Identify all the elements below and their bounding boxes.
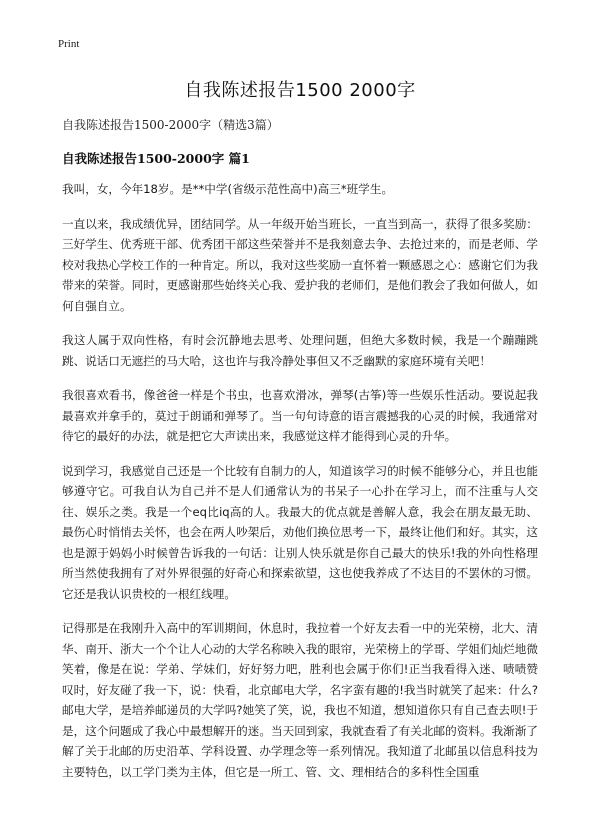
document-title: 自我陈述报告1500 2000字 bbox=[184, 80, 416, 101]
document-subtitle: 自我陈述报告1500-2000字（精选3篇） bbox=[62, 118, 279, 132]
paragraph-hobbies: 我很喜欢看书，像爸爸一样是个书虫，也喜欢滑冰，弹琴(古筝)等一些娱乐性活动。要说起我最喜欢并拿手的，莫过于朗诵和弹琴了。当一句句诗意的语言震撼我的心灵的时候，我通常对待它的最好的办法，就是把它大声读出来，我感觉这样才能得到心灵的升华。 bbox=[62, 388, 538, 443]
paragraph-honors: 一直以来，我成绩优异，团结同学。从一年级开始当班长，一直当到高一，获得了很多奖励：三好学生、优秀班干部、优秀团干部这些荣誉并不是我刻意去争、去抢过来的，而是老师、学校对我热心学校工作的一种肯定。所以，我对这些奖励一直怀着一颗感恩之心：感谢它们为我带来的荣誉。同时，更感谢那些始终关心我、爱护我的老师们，是他们教会了我如何做人，如何自强自立。 bbox=[62, 216, 538, 313]
paragraph-memory: 记得那是在我刚升入高中的军训期间，休息时，我拉着一个好友去看一中的光荣榜，北大、清华、南开、浙大一个个让人心动的大学名称映入我的眼帘，光荣榜上的学哥、学姐们灿烂地微笑着，像是在说：学弟、学妹们，好好努力吧，胜利也会属于你们!正当我看得入迷、啧啧赞叹时，好友碰了我一下，说：快看，北京邮电大学，名字蛮有趣的!我当时就笑了起来：什么?邮电大学，是培养邮递员的大学吗?她笑了笑，说，我也不知道，想知道你只有自己查去呗!于是，这个问题成了我心中最想解开的迷。当天回到家，我就查看了有关北邮的资料。我渐渐了解了关于北邮的历史沿革、学科设置、办学理念等一系列情况。我知道了北邮虽以信息科技为主要特色，以工学门类为主体，但它是一所工、管、文、理相结合的多科性全国重 bbox=[62, 621, 538, 779]
paragraph-personality: 我这人属于双向性格，有时会沉静地去思考、处理问题，但绝大多数时候，我是一个蹦蹦跳跳、说话口无遮拦的马大哈，这也许与我冷静处事但又不乏幽默的家庭环境有关吧！ bbox=[62, 333, 538, 368]
paragraph-intro: 我叫，女，今年18岁。是**中学(省级示范性高中)高三*班学生。 bbox=[62, 182, 394, 196]
paragraph-study: 说到学习，我感觉自己还是一个比较有自制力的人，知道该学习的时候不能够分心，并且也能够遵守它。可我自认为自己并不是人们通常认为的书呆子一心扑在学习上，而不注重与人交往、娱乐之类。我是一个eq比iq高的人。我最大的优点就是善解人意，我会在朋友最无助、最伤心时悄悄去关怀，也会在两人吵架后，劝他们换位思考一下，最终让他们和好。其实，这也是源于妈妈小时候曾告诉我的一句话：让别人快乐就是你自己最大的快乐!我的外向性格理所当然使我拥有了对外界很强的好奇心和探索欲望，这也使我养成了不达目的不罢休的习惯。它还是我认识贵校的一根红线哩。 bbox=[62, 463, 538, 601]
print-label: Print bbox=[58, 38, 80, 50]
section-heading: 自我陈述报告1500-2000字 篇1 bbox=[62, 151, 250, 166]
